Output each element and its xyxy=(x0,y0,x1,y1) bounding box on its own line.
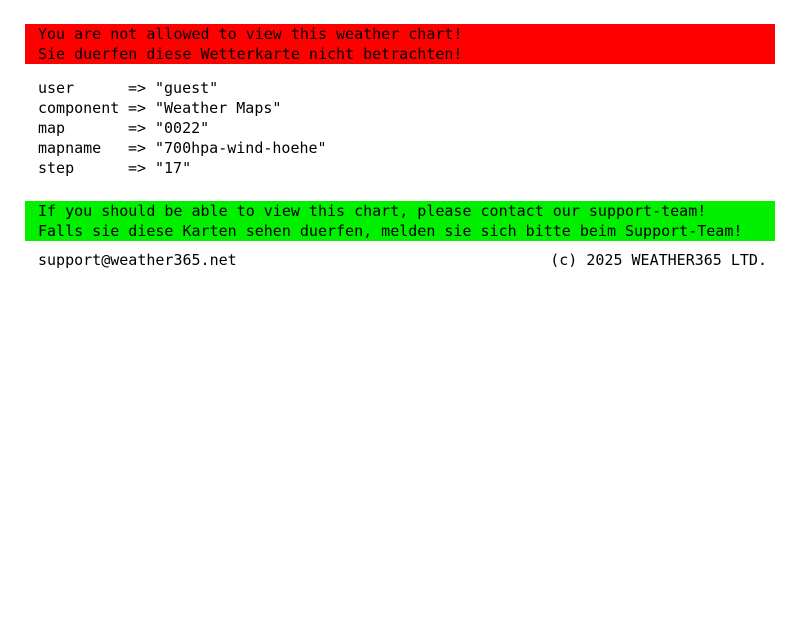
detail-row-mapname xyxy=(38,138,775,158)
detail-row-user xyxy=(38,78,775,98)
detail-row-component xyxy=(38,98,775,118)
support-contact-text-de: Falls sie diese Karten sehen duerfen, melden sie sich bitte beim Support-Team! xyxy=(38,222,743,240)
arrow-separator: => xyxy=(128,139,147,157)
arrow-separator: => xyxy=(128,119,147,137)
support-contact-banner xyxy=(25,201,775,241)
detail-value-step: "17" xyxy=(155,159,192,177)
arrow-separator: => xyxy=(128,159,147,177)
request-details xyxy=(25,78,775,178)
footer xyxy=(25,250,775,270)
detail-value-map: "0022" xyxy=(155,119,210,137)
copyright-notice: (c) 2025 WEATHER365 LTD. xyxy=(550,251,767,269)
access-denied-text-en: You are not allowed to view this weather chart! xyxy=(38,25,463,43)
detail-key-user: user xyxy=(38,79,75,97)
support-contact-text-en: If you should be able to view this chart, please contact our support-team! xyxy=(38,202,707,220)
detail-value-component: "Weather Maps" xyxy=(155,99,282,117)
error-page xyxy=(25,24,775,270)
detail-key-map: map xyxy=(38,119,66,137)
detail-key-step: step xyxy=(38,159,75,177)
detail-row-map xyxy=(38,118,775,138)
arrow-separator: => xyxy=(128,79,147,97)
detail-row-step xyxy=(38,158,775,178)
arrow-separator: => xyxy=(128,99,147,117)
detail-key-component: component xyxy=(38,99,120,117)
detail-value-mapname: "700hpa-wind-hoehe" xyxy=(155,139,327,157)
detail-key-mapname: mapname xyxy=(38,139,102,157)
access-denied-text-de: Sie duerfen diese Wetterkarte nicht betrachten! xyxy=(38,45,463,63)
access-denied-banner xyxy=(25,24,775,64)
support-email: support@weather365.net xyxy=(38,251,237,269)
detail-value-user: "guest" xyxy=(155,79,219,97)
